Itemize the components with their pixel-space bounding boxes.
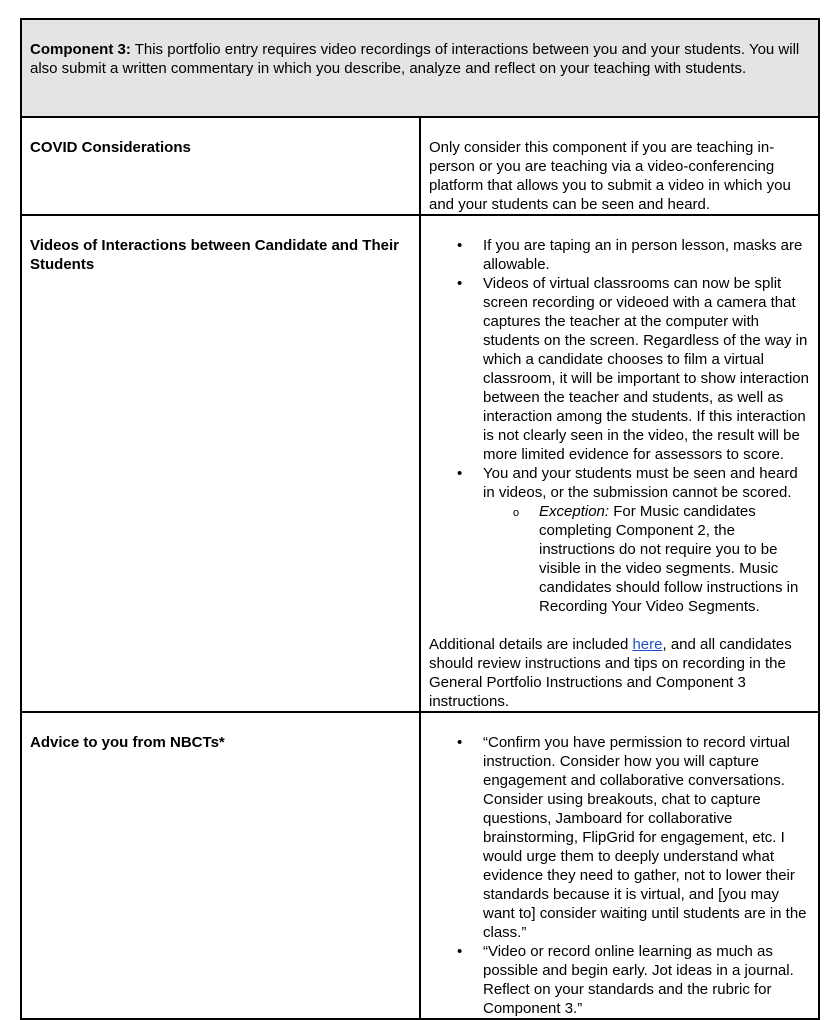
header-text: This portfolio entry requires video recordings of interactions between you and your students. You will also submit a written commentary in which you describe, analyze and reflect on your teaching with students. <box>30 41 800 77</box>
advice-label: Advice to you from NBCTs* <box>30 734 225 751</box>
here-link[interactable]: here <box>632 636 663 653</box>
exception-label: Exception: <box>539 503 610 520</box>
sub-list-item <box>539 502 810 616</box>
details-before: Additional details are included <box>429 636 633 653</box>
covid-content: Only consider this component if you are teaching in-person or you are teaching via a video-conferencing platform that allows you to submit a video in which you and your students can be seen and heard. <box>429 139 791 213</box>
videos-bullet-list <box>429 236 810 616</box>
covid-label-cell <box>21 117 420 215</box>
header-cell <box>21 19 819 117</box>
list-item <box>483 464 810 616</box>
exception-text: For Music candidates completing Component 2, the instructions do not require you to be visible in the video segments. Music candidates should follow instructions in Recording Your Video Segments. <box>539 503 799 615</box>
details-paragraph <box>429 635 810 711</box>
covid-row <box>21 117 819 215</box>
videos-label-cell <box>21 215 420 712</box>
sub-bullet-list <box>483 502 810 616</box>
advice-row <box>21 712 819 1019</box>
advice-content-cell <box>420 712 819 1019</box>
list-item: • “Confirm you have permission to record virtual instruction. Consider how you will capture engagement and collaborative conversations. Consider using breakouts, chat to capture questions, Jamboard for collaborative brainstorming, FlipGrid for engagement, etc. I would urge them to deeply understand what evidence they need to gather, not to lower their standards because it is virtual, and [you may want to] consider waiting until students are in the class.” <box>483 733 810 942</box>
details-after: , and all candidates should review instructions and tips on recording in the General Portfolio Instructions and Component 3 instructions. <box>429 636 792 710</box>
advice-label-cell <box>21 712 420 1019</box>
list-item-text: You and your students must be seen and heard in videos, or the submission cannot be scored. <box>483 465 798 501</box>
covid-content-cell <box>420 117 819 215</box>
list-item: • Videos of virtual classrooms can now be split screen recording or videoed with a camera that captures the teacher at the computer with students on the screen. Regardless of the way in which a candidate chooses to film a virtual classroom, it will be important to show interaction between the teacher and students, as well as interaction among the students. If this interaction is not clearly seen in the video, the result will be more limited evidence for assessors to score. <box>483 274 810 464</box>
advice-bullet-list <box>429 733 810 1018</box>
list-item: • “Video or record online learning as much as possible and begin early. Jot ideas in a journal. Reflect on your standards and the rubric for Component 3.” <box>483 942 810 1018</box>
component-table <box>20 18 820 1020</box>
videos-content-cell <box>420 215 819 712</box>
list-item: • If you are taping an in person lesson, masks are allowable. <box>483 236 810 274</box>
videos-label: Videos of Interactions between Candidate and Their Students <box>30 237 399 273</box>
covid-label: COVID Considerations <box>30 139 191 156</box>
videos-row <box>21 215 819 712</box>
header-paragraph <box>22 20 818 78</box>
header-label: Component 3: <box>30 41 131 58</box>
